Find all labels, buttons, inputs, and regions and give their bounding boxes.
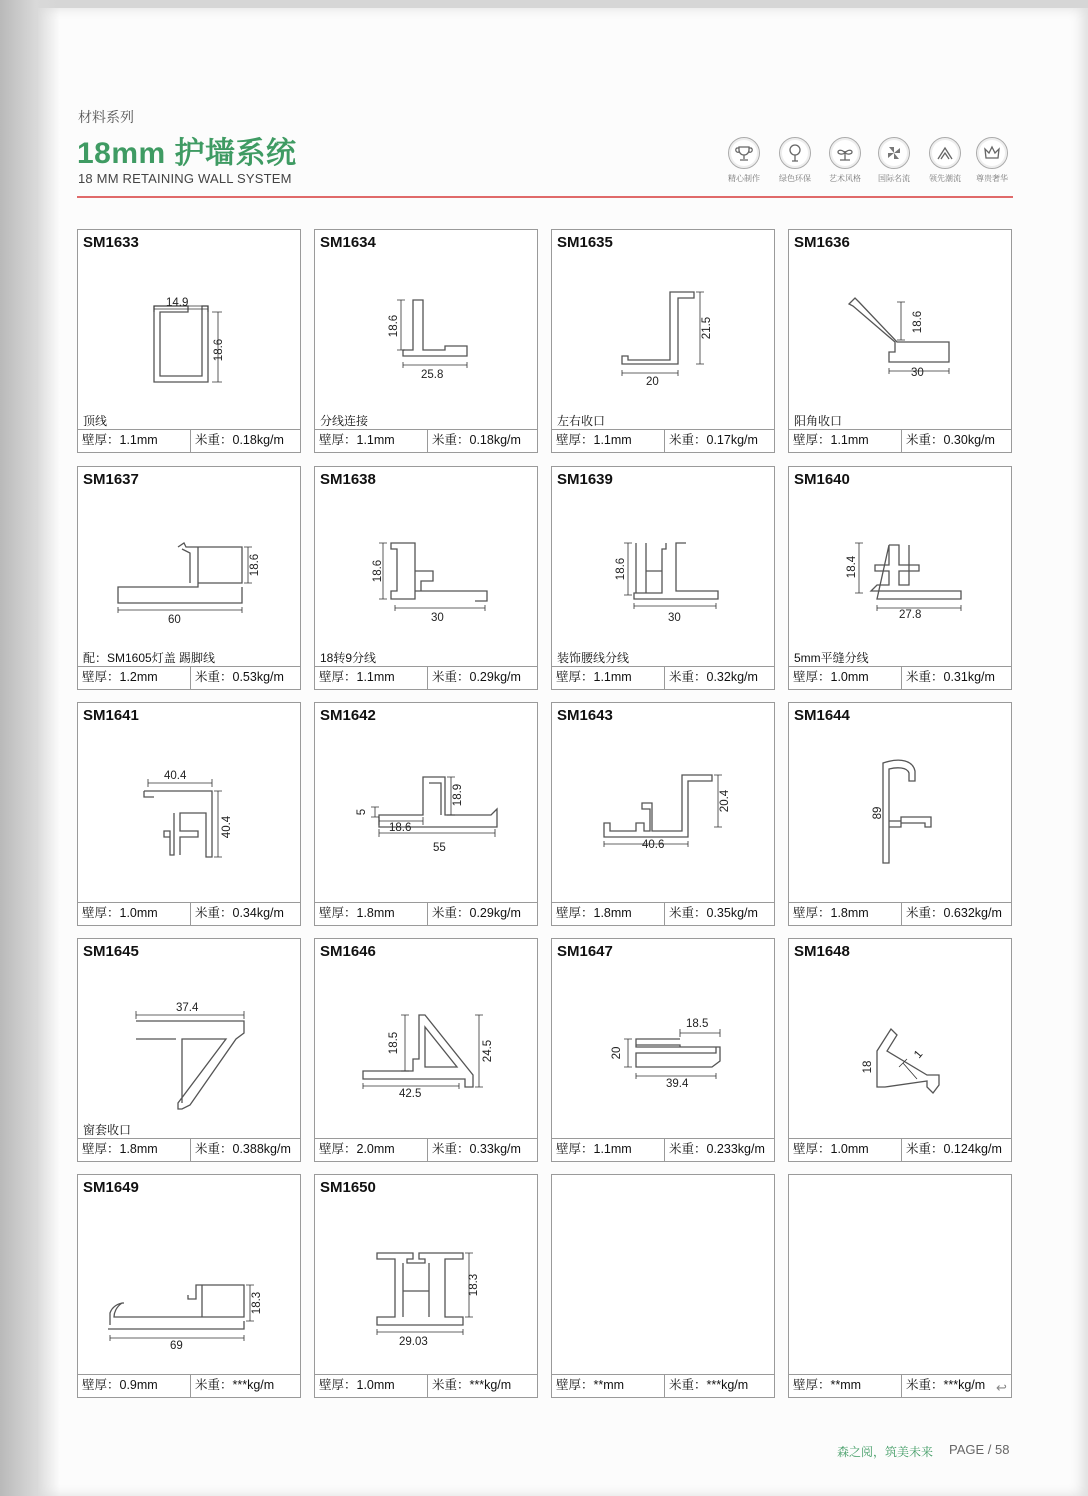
product-code: SM1639 [557,471,613,488]
profile-drawing [552,727,776,883]
meter-weight: 米重：***kg/m [195,1378,275,1392]
spec-row [78,902,300,925]
wall-thickness: 壁厚：2.0mm [315,1139,428,1161]
product-card-sm1646 [314,938,538,1162]
product-name: 顶线 [83,414,108,428]
profile-drawing [315,254,539,410]
wall-thickness: 壁厚：1.0mm [789,667,902,689]
dimension-label: 25.8 [421,369,444,381]
product-code: SM1635 [557,234,613,251]
product-name: 分线连接 [320,414,369,428]
product-code: SM1648 [794,943,850,960]
spec-row [552,666,774,689]
meter-weight: 米重：0.29kg/m [432,906,521,920]
dimension-label: 18.3 [251,1291,263,1315]
wall-thickness: 壁厚：**mm [789,1375,902,1397]
product-code: SM1636 [794,234,850,251]
dimension-label: 18.3 [468,1273,480,1297]
product-code: SM1644 [794,707,850,724]
dimension-label: 27.8 [899,609,922,621]
spec-row [78,429,300,452]
feature-art [820,137,870,184]
dimension-label: 30 [668,612,681,624]
back-arrow-icon[interactable]: ↩ [996,1380,1007,1395]
crown-icon [976,137,1008,169]
page-number: PAGE / 58 [949,1442,1010,1457]
profile-drawing [552,963,776,1119]
spec-row [789,1374,1011,1397]
dimension-label: 40.4 [164,770,187,782]
dimension-label: 18 [862,1060,874,1074]
profile-drawing [315,1199,539,1355]
product-code: SM1634 [320,234,376,251]
product-card-sm1642 [314,702,538,926]
product-card-sm1649 [77,1174,301,1398]
footer-slogan: 森之阅，筑美未来 [837,1445,934,1459]
product-card-sm1639 [551,466,775,690]
product-code: SM1646 [320,943,376,960]
meter-weight: 米重：0.33kg/m [432,1142,521,1156]
meter-weight: 米重：***kg/m [432,1378,512,1392]
dimension-label: 18.6 [389,822,412,834]
product-card-sm1634 [314,229,538,453]
wall-thickness: 壁厚：1.1mm [552,667,665,689]
product-card-sm1637 [77,466,301,690]
profile-drawing [78,491,302,647]
product-card-sm1648 [788,938,1012,1162]
feature-label: 国际名流 [878,174,910,183]
dimension-label: 20 [611,1046,623,1060]
wall-thickness: 壁厚：1.8mm [315,903,428,925]
profile-drawing [552,491,776,647]
product-code: SM1638 [320,471,376,488]
dimension-label: 30 [911,367,924,379]
dimension-label: 18.5 [388,1031,400,1055]
product-card-empty-1 [551,1174,775,1398]
feature-eco [770,137,820,184]
dimension-label: 37.4 [176,1002,199,1014]
profile-drawing [789,963,1013,1119]
meter-weight: 米重：0.632kg/m [906,906,1002,920]
dimension-label: 40.6 [642,839,665,851]
product-code: SM1633 [83,234,139,251]
header-divider [77,196,1013,198]
product-name: 窗套收口 [83,1123,132,1137]
product-card-sm1635 [551,229,775,453]
feature-label: 精心制作 [728,174,760,183]
profile-drawing [78,963,302,1119]
product-name: 左右收口 [557,414,606,428]
wall-thickness: 壁厚：1.8mm [78,1139,191,1161]
wall-thickness: 壁厚：0.9mm [78,1375,191,1397]
profile-drawing [552,254,776,410]
dimension-label: 18.5 [686,1018,709,1030]
page-subtitle: 18 MM RETAINING WALL SYSTEM [78,171,292,186]
meter-weight: 米重：0.32kg/m [669,670,758,684]
product-code: SM1650 [320,1179,376,1196]
profile-drawing [315,963,539,1119]
dimension-label: 18.6 [213,338,225,362]
feature-luxury [967,137,1017,184]
spec-row [552,429,774,452]
mountain-icon [929,137,961,169]
product-card-sm1640 [788,466,1012,690]
wall-thickness: 壁厚：1.8mm [789,903,902,925]
meter-weight: 米重：0.35kg/m [669,906,758,920]
product-name: 装饰腰线分线 [557,651,630,665]
product-code: SM1641 [83,707,139,724]
meter-weight: 米重：0.53kg/m [195,670,284,684]
wall-thickness: 壁厚：**mm [552,1375,665,1397]
wall-thickness: 壁厚：1.1mm [789,430,902,452]
dimension-label: 20.4 [719,789,731,813]
dimension-label: 18.9 [452,783,464,807]
dimension-label: 5 [356,808,368,816]
series-label: 材料系列 [78,109,134,125]
feature-label: 尊贵奢华 [976,174,1008,183]
wall-thickness: 壁厚：1.1mm [552,430,665,452]
page-gutter-shadow [0,0,60,1496]
dimension-label: 20 [646,376,659,388]
meter-weight: 米重：0.18kg/m [432,433,521,447]
spec-row [552,1374,774,1397]
feature-label: 领先潮流 [929,174,961,183]
spec-row [78,1374,300,1397]
feature-international [869,137,919,184]
meter-weight: 米重：0.124kg/m [906,1142,1002,1156]
spec-row [315,429,537,452]
spec-row [78,666,300,689]
dimension-label: 21.5 [701,316,713,340]
dimension-label: 18.6 [249,553,261,577]
dimension-label: 69 [170,1340,183,1352]
product-name: 配：SM1605灯盖 踢脚线 [83,651,216,665]
trophy-icon [728,137,760,169]
profile-drawing [789,491,1013,647]
feature-label: 绿色环保 [779,174,811,183]
spec-row [789,902,1011,925]
wall-thickness: 壁厚：1.1mm [552,1139,665,1161]
meter-weight: 米重：0.233kg/m [669,1142,765,1156]
meter-weight: 米重：0.17kg/m [669,433,758,447]
meter-weight: 米重：0.29kg/m [432,670,521,684]
product-card-sm1643 [551,702,775,926]
spec-row [552,902,774,925]
dimension-label: 89 [872,806,884,820]
profile-drawing [78,1199,302,1355]
meter-weight: 米重：0.30kg/m [906,433,995,447]
wall-thickness: 壁厚：1.1mm [315,430,428,452]
product-card-sm1650 [314,1174,538,1398]
product-code: SM1647 [557,943,613,960]
dimension-label: 14.9 [166,297,189,309]
meter-weight: 米重：0.31kg/m [906,670,995,684]
spec-row [78,1138,300,1161]
wall-thickness: 壁厚：1.0mm [78,903,191,925]
product-code: SM1637 [83,471,139,488]
feature-trend [920,137,970,184]
meter-weight: 米重：***kg/m [669,1378,749,1392]
dimension-label: 1 [912,1048,926,1061]
dimension-label: 39.4 [666,1078,689,1090]
product-card-sm1636 [788,229,1012,453]
product-code: SM1640 [794,471,850,488]
spec-row [552,1138,774,1161]
meter-weight: 米重：0.34kg/m [195,906,284,920]
product-card-sm1638 [314,466,538,690]
product-name: 5mm平缝分线 [794,651,869,665]
product-card-empty-2 [788,1174,1012,1398]
dimension-label: 18.4 [846,555,858,579]
product-card-sm1644 [788,702,1012,926]
product-card-sm1645 [77,938,301,1162]
meter-weight: 米重：0.388kg/m [195,1142,291,1156]
product-name: 18转9分线 [320,651,377,665]
spec-row [315,1374,537,1397]
product-card-sm1633 [77,229,301,453]
dimension-label: 30 [431,612,444,624]
feature-label: 艺术风格 [829,174,861,183]
dimension-label: 29.03 [399,1336,428,1348]
dimension-label: 42.5 [399,1088,422,1100]
profile-drawing [789,727,1013,883]
product-code: SM1643 [557,707,613,724]
profile-drawing [315,491,539,647]
dimension-label: 18.6 [372,559,384,583]
feature-craft [719,137,769,184]
spec-row [789,429,1011,452]
product-card-sm1641 [77,702,301,926]
wall-thickness: 壁厚：1.0mm [315,1375,428,1397]
dimension-label: 55 [433,842,446,854]
wall-thickness: 壁厚：1.2mm [78,667,191,689]
dimension-label: 18.6 [615,557,627,581]
spec-row [789,666,1011,689]
dimension-label: 60 [168,614,181,626]
profile-drawing [78,727,302,883]
product-code: SM1645 [83,943,139,960]
meter-weight: 米重：***kg/m [906,1378,986,1392]
product-name: 阳角收口 [794,414,843,428]
sprout-icon [829,137,861,169]
page-title: 18mm 护墙系统 [77,137,297,170]
profile-drawing [78,254,302,410]
product-card-sm1647 [551,938,775,1162]
leaf-tree-icon [779,137,811,169]
profile-drawing [789,254,1013,410]
dimension-label: 18.6 [912,310,924,334]
wall-thickness: 壁厚：1.1mm [78,430,191,452]
wall-thickness: 壁厚：1.8mm [552,903,665,925]
product-code: SM1642 [320,707,376,724]
wall-thickness: 壁厚：1.0mm [789,1139,902,1161]
spec-row [315,666,537,689]
wall-thickness: 壁厚：1.1mm [315,667,428,689]
dimension-label: 18.6 [388,314,400,338]
dimension-label: 24.5 [482,1039,494,1063]
pinwheel-icon [878,137,910,169]
spec-row [315,902,537,925]
product-code: SM1649 [83,1179,139,1196]
dimension-label: 40.4 [221,815,233,839]
profile-drawing [315,727,539,883]
spec-row [789,1138,1011,1161]
spec-row [315,1138,537,1161]
meter-weight: 米重：0.18kg/m [195,433,284,447]
